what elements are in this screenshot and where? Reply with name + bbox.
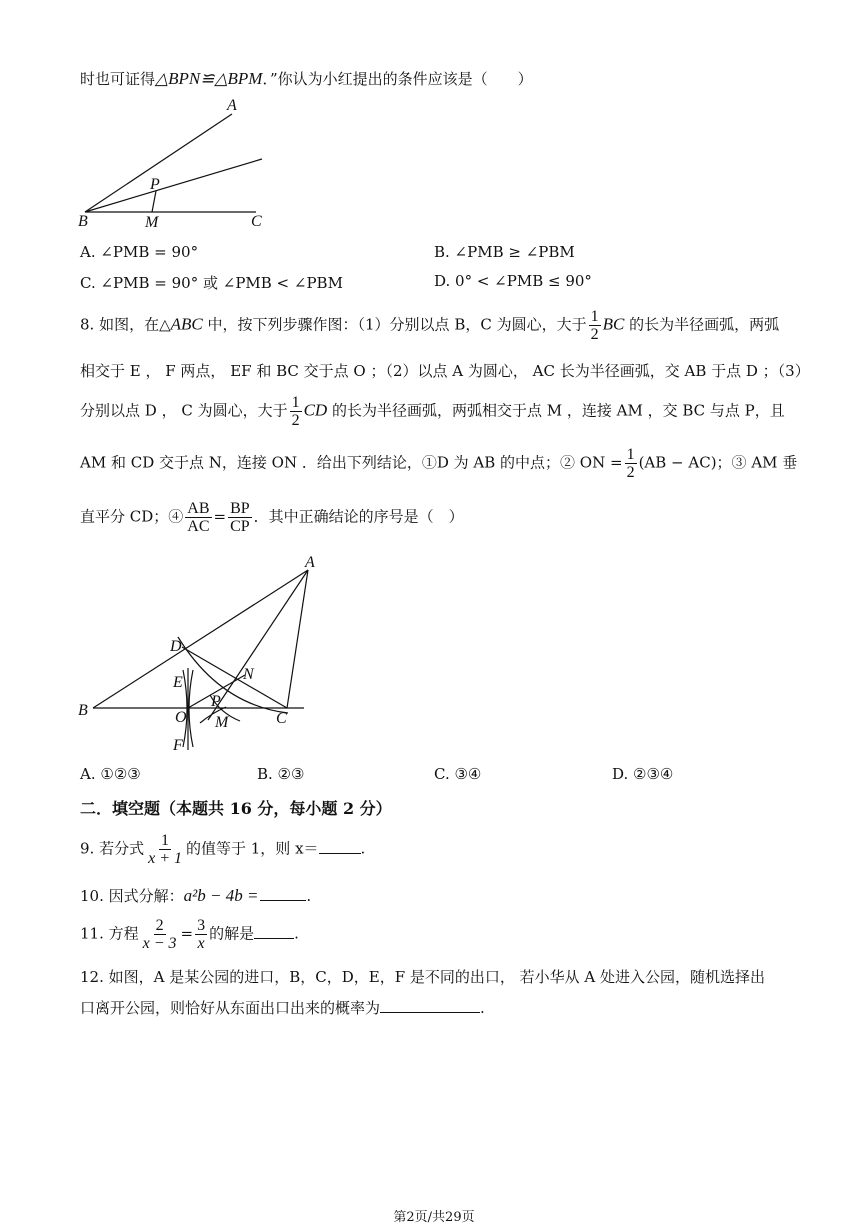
q11-f2-num: 3 — [197, 917, 206, 934]
q10-expression: a²b − 4b = — [183, 886, 259, 905]
q8-l3-fraction — [290, 394, 302, 429]
q8-l5-f1-den: AC — [187, 518, 210, 535]
q8-label-B: B — [78, 702, 88, 719]
q12-text: 口离开公园，则恰好从东面出口出来的概率为 — [80, 999, 381, 1017]
q10-text-a: 10. 因式分解： — [80, 887, 184, 905]
q8-line-3 — [80, 394, 785, 429]
q8-l4-text-a: AM 和 CD 交于点 N，连接 ON ．给出下列结论，①D 为 AB 的中点；② ON = — [80, 453, 623, 472]
q7-label-B: B — [78, 213, 88, 230]
q11-text-b: 的解是 — [209, 924, 255, 943]
q9-fraction — [146, 832, 184, 867]
q8-l1-text-e: 的长为半径画弧，两弧 — [624, 315, 780, 334]
q7-option-a[interactable]: A. ∠PMB = 90° — [80, 243, 199, 261]
q8-l4-fraction — [625, 446, 637, 481]
q7-label-P: P — [150, 176, 160, 193]
q8-l3-text-a: 分别以点 D ， C 为圆心，大于 — [80, 401, 288, 420]
q9-frac-num: 1 — [161, 832, 170, 849]
q11-f2-den: x — [197, 935, 205, 952]
q8-label-A: A — [305, 554, 315, 571]
q8-label-O: O — [175, 709, 187, 726]
q11-f1-num: 2 — [155, 917, 164, 934]
q7-figure — [0, 0, 868, 240]
q8-l3-text-c: 的长为半径画弧，两弧相交于点 M ，连接 AM ，交 BC 与点 P，且 — [327, 401, 785, 420]
q8-l3-frac-num: 1 — [291, 394, 300, 411]
section-title: 二．填空题（本题共 16 分，每小题 2 分） — [80, 799, 392, 818]
q8-l4-frac-num: 1 — [626, 446, 635, 463]
q7-label-C: C — [251, 213, 262, 230]
q8-option-a[interactable]: A. ①②③ — [80, 765, 141, 783]
q10-line — [80, 885, 311, 906]
q8-l5-fraction-1 — [185, 500, 211, 535]
q9-text-b: 的值等于 1，则 x＝ — [186, 839, 319, 858]
q11-period: . — [294, 924, 299, 943]
q8-label-C: C — [276, 710, 287, 727]
q8-line-5 — [80, 500, 464, 535]
q11-f1-den: x − 3 — [142, 935, 177, 952]
q11-fraction-1 — [141, 917, 179, 952]
q11-line — [80, 917, 299, 952]
q8-line-1 — [80, 308, 779, 343]
q8-l4-frac-den: 2 — [626, 464, 635, 481]
q9-text-a: 9. 若分式 — [80, 839, 145, 858]
q8-label-M: M — [215, 714, 229, 731]
q8-l5-equals: = — [213, 507, 227, 526]
q7-stem-text-b: ．”你认为小红提出的条件应该是（ ） — [262, 70, 533, 88]
q8-l3-cd: CD — [303, 400, 328, 420]
q8-l5-f1-num: AB — [187, 500, 210, 517]
q7-stem-text-a: 时也可证得 — [80, 70, 156, 88]
q8-label-N: N — [243, 666, 254, 683]
q12-answer-blank[interactable] — [380, 1012, 480, 1013]
q8-line-4 — [80, 446, 797, 481]
q8-l1-text-c: 中，按下列步骤作图：（1）分别以点 B，C 为圆心，大于 — [202, 315, 587, 334]
page-footer: 第2页/共29页 — [393, 1210, 475, 1225]
q8-l4-text-b: (AB − AC)；③ AM 垂 — [638, 453, 798, 472]
q8-l5-f2-den: CP — [230, 518, 250, 535]
q9-line — [80, 832, 365, 867]
q8-l3-frac-den: 2 — [291, 412, 300, 429]
q7-option-d[interactable]: D. 0° < ∠PMB ≤ 90° — [434, 272, 592, 290]
q8-l1-bc: BC — [602, 314, 625, 334]
q12-line-1: 12. 如图，A 是某公园的进口，B，C，D，E，F 是不同的出口， 若小华从 A 处进入公园，随机选择出 — [80, 968, 766, 986]
q8-figure — [0, 545, 868, 765]
q7-label-A: A — [227, 97, 237, 114]
q8-label-E: E — [173, 674, 183, 691]
q7-option-b[interactable]: B. ∠PMB ≥ ∠PBM — [434, 243, 575, 261]
q9-period: . — [360, 839, 366, 858]
q8-line-2: 相交于 E ， F 两点， EF 和 BC 交于点 O ；（2）以点 A 为圆心， AC 长为半径画弧，交 AB 于点 D ；（3） — [80, 362, 810, 380]
q11-text-a: 11. 方程 — [80, 924, 139, 943]
q7-congruence: △BPN≌△BPM — [155, 69, 263, 88]
q9-answer-blank[interactable] — [319, 853, 361, 854]
q8-l1-abc: ABC — [170, 314, 203, 334]
q11-answer-blank[interactable] — [254, 938, 294, 939]
q8-label-F: F — [173, 737, 183, 754]
q7-label-M: M — [145, 214, 159, 231]
q8-l5-text-b: ．其中正确结论的序号是（ ） — [253, 507, 464, 526]
q8-l1-frac-num: 1 — [590, 308, 599, 325]
q8-l5-text-a: 直平分 CD；④ — [80, 507, 184, 526]
q8-l1-frac-den: 2 — [590, 326, 599, 343]
q7-option-c[interactable]: C. ∠PMB = 90° 或 ∠PMB < ∠PBM — [80, 274, 343, 292]
q9-frac-den: x + 1 — [148, 850, 182, 867]
q12-line-2 — [80, 997, 485, 1018]
q8-label-D: D — [170, 638, 182, 655]
q8-l5-fraction-2 — [228, 500, 252, 535]
q8-option-b[interactable]: B. ②③ — [257, 765, 305, 783]
q12-period: . — [480, 999, 485, 1017]
q8-l1-fraction — [589, 308, 601, 343]
q8-l5-f2-num: BP — [230, 500, 250, 517]
q10-period: . — [306, 887, 312, 905]
q11-fraction-2 — [195, 917, 207, 952]
q11-equals: = — [180, 924, 194, 943]
q8-label-P: P — [211, 693, 221, 710]
q8-l1-text-a: 8. 如图，在△ — [80, 315, 171, 334]
q8-option-d[interactable]: D. ②③④ — [612, 765, 674, 783]
q8-option-c[interactable]: C. ③④ — [434, 765, 482, 783]
q10-answer-blank[interactable] — [260, 900, 306, 901]
